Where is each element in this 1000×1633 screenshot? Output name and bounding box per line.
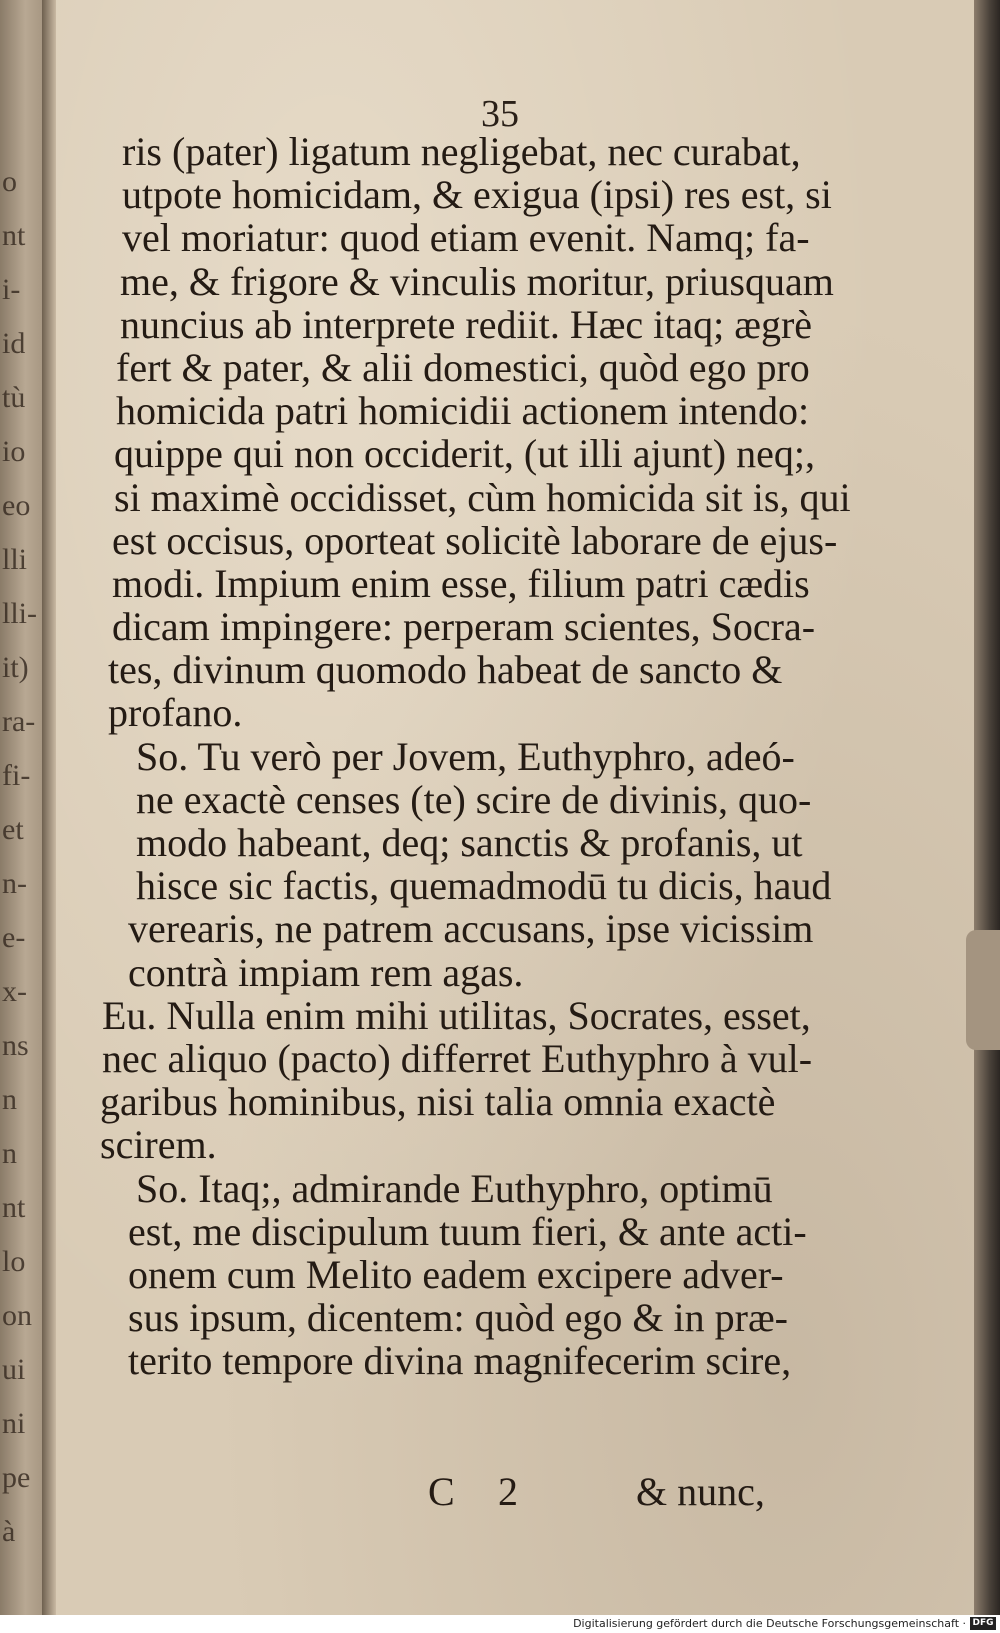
facing-page-fragment: pe [2, 1461, 31, 1494]
facing-page-fragment: io [2, 435, 26, 468]
facing-page-fragment: id [2, 327, 26, 360]
credit-footer [0, 1615, 1000, 1633]
text-line: contrà impiam rem agas. [128, 949, 524, 995]
text-line: modo habeant, deq; sanctis & profanis, ut [136, 820, 803, 865]
text-line: garibus hominibus, nisi talia omnia exactè [100, 1079, 776, 1125]
text-line: tes, divinum quomodo habeat de sancto & [108, 647, 783, 693]
text-line: nuncius ab interprete rediit. Hæc itaq; ægrè [120, 301, 813, 347]
facing-page-fragment: n [2, 1137, 17, 1170]
book-page [56, 0, 974, 1615]
text-line: So. Itaq;, admirande Euthyphro, optimū [136, 1165, 773, 1211]
text-line: ne exactè censes (te) scire de divinis, quo- [136, 776, 812, 822]
facing-page-fragment: o [2, 165, 17, 198]
facing-page-fragment: it) [2, 651, 29, 684]
text-line: hisce sic factis, quemadmodū tu dicis, haud [136, 863, 832, 909]
facing-page-fragment: lli [2, 543, 28, 576]
facing-page-fragment: ni [2, 1407, 26, 1440]
text-line: si maximè occidisset, cùm homicida sit is, qui [114, 474, 851, 520]
facing-page-fragment: à [2, 1515, 16, 1548]
funding-credit: Digitalisierung gefördert durch die Deutsche Forschungsgemeinschaft · [573, 1617, 966, 1630]
facing-page-fragment: ns [2, 1029, 29, 1062]
signature-number: 2 [498, 1469, 518, 1514]
book-gutter [42, 0, 56, 1615]
text-line: scirem. [100, 1122, 217, 1168]
text-line: terito tempore divina magnifecerim scire, [128, 1338, 792, 1384]
facing-page-fragment: et [2, 813, 24, 846]
facing-page-fragment: nt [2, 219, 26, 252]
facing-page-edge [0, 0, 42, 1615]
facing-page-fragment: ra- [2, 705, 36, 738]
text-line: utpote homicidam, & exigua (ipsi) res est, si [122, 172, 832, 218]
text-line: ris (pater) ligatum negligebat, nec curabat, [122, 129, 801, 174]
text-line: homicida patri homicidii actionem intendo: [116, 388, 810, 434]
text-line: me, & frigore & vinculis moritur, priusquam [120, 258, 834, 304]
facing-page-fragment: e- [2, 921, 26, 954]
facing-page-fragment: fi- [2, 759, 31, 792]
text-line: quippe qui non occiderit, (ut illi ajunt) neq;, [114, 431, 815, 477]
facing-page-fragment: eo [2, 489, 31, 522]
facing-page-fragment: x- [2, 975, 27, 1008]
text-line: verearis, ne patrem accusans, ipse vicissim [128, 906, 814, 952]
text-line: dicam impingere: perperam scientes, Socra- [112, 604, 816, 650]
page-number: 35 [481, 93, 519, 135]
catchword: & nunc, [636, 1469, 765, 1514]
facing-page-fragment: lli- [2, 597, 37, 630]
text-line: modi. Impium enim esse, filium patri cædis [112, 560, 810, 606]
text-line: est occisus, oporteat solicitè laborare de ejus- [112, 517, 838, 563]
text-line: nec aliquo (pacto) differret Euthyphro à vul- [102, 1035, 813, 1081]
text-line: vel moriatur: quod etiam evenit. Namq; fa- [122, 215, 810, 261]
text-line: fert & pater, & alii domestici, quòd ego pro [116, 344, 810, 390]
text-line: So. Tu verò per Jovem, Euthyphro, adeó- [136, 733, 795, 779]
text-line: est, me discipulum tuum fieri, & ante acti- [128, 1208, 807, 1254]
facing-page-fragment: n- [2, 867, 27, 900]
facing-page-fragment: tù [2, 381, 26, 414]
facing-page-fragment: lo [2, 1245, 26, 1278]
facing-page-fragment: n [2, 1083, 17, 1116]
facing-page-fragment: ui [2, 1353, 26, 1386]
page-clip-tab [966, 930, 1000, 1050]
page-edge-right [974, 0, 1000, 1615]
text-line: Eu. Nulla enim mihi utilitas, Socrates, esset, [102, 992, 811, 1038]
facing-page-fragment: nt [2, 1191, 26, 1224]
dfg-logo-icon: DFG [970, 1617, 996, 1630]
facing-page-fragment: i- [2, 273, 21, 306]
facing-page-fragment: on [2, 1299, 32, 1332]
text-line: profano. [108, 690, 243, 736]
signature-mark: C [428, 1469, 455, 1514]
page-text [96, 130, 956, 1382]
text-line: onem cum Melito eadem excipere adver- [128, 1251, 784, 1297]
text-line: sus ipsum, dicentem: quòd ego & in præ- [128, 1295, 788, 1341]
